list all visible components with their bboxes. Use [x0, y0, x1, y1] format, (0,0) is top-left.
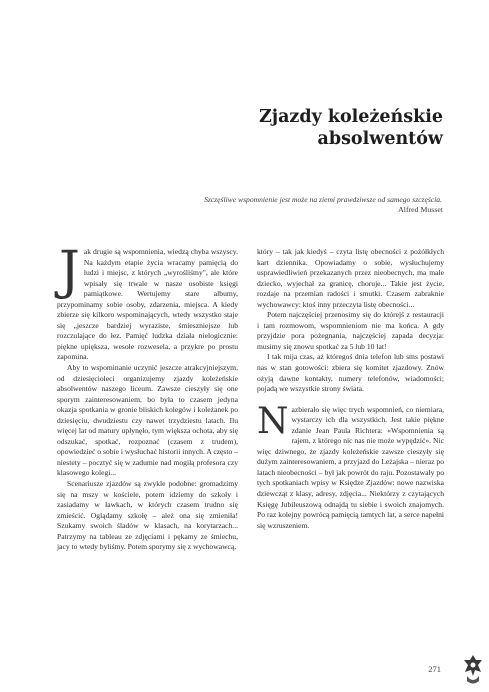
paragraph: Scenariusze zjazdów są zwykle podobne: gromadzimy się na mszy w kościele, potem idziemy do szkoły i zasiadamy w ławkach, w których czasem trudno się zmieścić. Oglądamy szkołę – ależ ona się zmieniła! Szukamy swoich śladów w klasach, na korytarzach... Patrzymy na tableau ze zdjęciami i pękamy ze śmiechu, jacy to wtedy byliśmy. Potem sporymy się z wychowawcą,: [57, 479, 238, 552]
paragraph-text: azbierało się więc trych wspomnień, co niemiara, wystarczy ich dla wszystkich. Jest takie piękne zdanie Jean Paula Richtera: «Wspomnienia są rajem, z którego nic nas nie może wypędzić». Nic więc dziwnego, że zjazdy koleżeńskie zawsze cieszyły się dużym zainteresowaniem, a przyjazd do Leżajska – nieraz po latach nieobecności – był jak powrót do raju. Pozostawały po tych spotkaniach wpisy w Księdze Zjazdów: nowe nazwiska dziewcząt z klasy, adresy, zdjęcia... Niektórzy z czytających Księgę Jubileuszową odnajdą tu siebie i swoich znajomych. Po raz kolejny powrócą pamięcią tamtych lat, a serce napełni się wzruszeniem.: [257, 404, 444, 530]
page-number: 271: [428, 664, 441, 674]
paragraph: [257, 400, 444, 532]
epigraph-quote: Szczęśliwe wspomnienie jest może na ziemi prawdziwsze od samego szczęścia.: [204, 195, 442, 204]
paragraph: I tak mija czas, aż któregoś dnia telefon lub sms postawi nas w stan gotowości: zbiera się komitet zjazdowy. Znów ożyją dawne kontakty, numery telefonów, wiadomości; pojadą we wszystkie strony świata.: [257, 352, 444, 394]
paragraph: [57, 241, 238, 363]
left-text-column: [57, 241, 238, 553]
chapter-title: [223, 106, 443, 150]
paragraph: który – tak jak kiedyś – czyta listę obecności z pożółkłych kart dziennika. Opowiadamy o sobie, wysłuchujemy usprawiedliwień przekazanych przez nieobecnych, ma małe dziecko, wyjechał za granicę, choruje... Takie jest życie, rozdaje na przemian radości i smutki. Czasem zabraknie wychowawcy: ktoś inny przeczyta listę obecności...: [257, 247, 444, 309]
title-line-2: absolwentów: [317, 129, 443, 149]
paragraph-text: ak drugie są wspomnienia, wiedzą chyba wszyscy. Na każdym etapie życia wracamy pamięcią do ludzi i miejsc, z których „wyrośliśmy", ale które wpisały się trwale w nasze osobiste księgi pamiątkowe. Wertujemy stare albumy, przypominamy sobie osoby, zdarzenia, miejsca. A kiedy zbierze się kilkoro wspominających, wtedy wszystko staje się „jeszcze bardziej wyraziste, śmieszniejsze lub rozczulające do łez. Pamięć ludzka działa nielogicznie: piękne upiększa, wesołe rozwesela, a przykre po prostu zapomina.: [57, 247, 238, 362]
drop-cap-letter: J: [59, 241, 80, 301]
epigraph-author: Alfred Musset: [398, 205, 443, 214]
right-text-column: [257, 247, 444, 531]
paragraph: Potem najczęściej przenosimy się do którejś z restauracji i tam rozmowom, wspomnieniom nie ma końca. A gdy przyjdzie pora pożegnania, najczęściej zapada decyzja: musimy się znowu spotkać za 5 lub 10 lat!: [257, 310, 444, 351]
crest-ornament-icon: [461, 654, 485, 686]
paragraph: Aby to wspominanie uczynić jeszcze atrakcyjniejszym, od dziesięcioleci organizujemy zjazdy koleżeńskie absolwentów naszego liceum. Zawsze cieszyły się one sporym zainteresowaniem, bo była to czasem jedyna okazja spotkania w gronie bliskich kolegów i koleżanek po dziesięciu, dwudziestu czy nawet trzydziestu latach. Ilu więcej lat od matury upłynęło, tym większa ochota, aby się odszukać, spotkać, rozpoznać (czasem z trudem), opowiedzieć o sobie i wysłuchać historii innych. A często – niestety – pocztyć się w zadumie nad mogiłą profesora czy klasowego kolegi...: [57, 363, 238, 478]
title-line-1: Zjazdy koleżeńskie: [258, 107, 443, 127]
drop-cap-letter: N: [257, 400, 289, 442]
